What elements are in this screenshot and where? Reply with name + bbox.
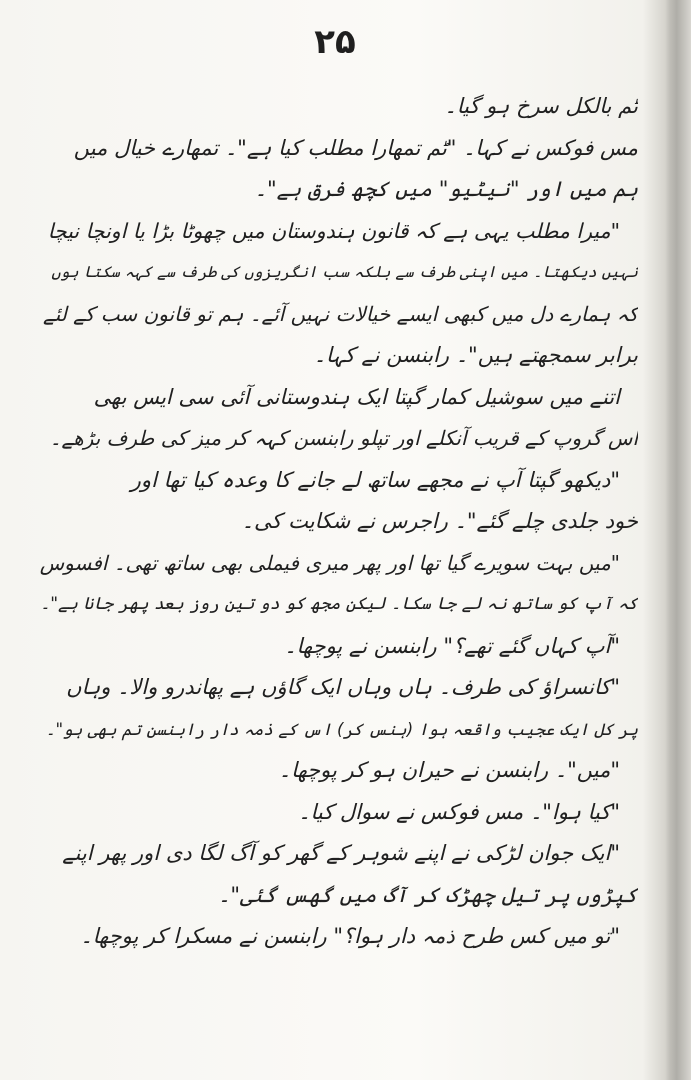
text-line: "تو میں کس طرح ذمہ دار ہوا؟" رابنسن نے مسکرا کر پوچھا۔ [80, 924, 620, 948]
text-line: اس گروپ کے قریب آنکلے اور تپلو رابنسن کہہ کر میز کی طرف بڑھے۔ [49, 426, 638, 450]
text-line: "میرا مطلب یہی ہے کہ قانون ہندوستان میں چھوٹا بڑا یا اونچا نیچا [47, 218, 620, 243]
text-line: اتنے میں سوشیل کمار گپتا ایک ہندوستانی آئی سی ایس بھی [93, 384, 620, 409]
text-line: خود جلدی چلے گئے"۔ راجرس نے شکایت کی۔ [241, 509, 638, 533]
text-line: مس فوکس نے کہا۔ "ٹم تمھارا مطلب کیا ہے"۔ تمھارے خیال میں [73, 135, 638, 160]
text-line: کہ ہمارے دل میں کبھی ایسے خیالات نہیں آئے۔ ہم تو قانون سب کے لئے [42, 301, 638, 326]
text-line: "کیا ہوا"۔ مس فوکس نے سوال کیا۔ [298, 799, 620, 824]
text-line: ٹم بالکل سرخ ہو گیا۔ [444, 94, 638, 118]
text-line: پر کل ایک عجیب واقعہ ہوا (ہنس کر) اس کے ذمہ دار رابنسن تم بھی ہو"۔ [45, 719, 638, 739]
text-line: "میں"۔ رابنسن نے حیران ہو کر پوچھا۔ [278, 758, 620, 782]
text-line: نہیں دیکھتا۔ میں اپنی طرف سے بلکہ سب انگریزوں کی طرف سے کہہ سکتا ہوں [51, 263, 638, 281]
book-spine-shadow [665, 0, 691, 1080]
text-line: "میں بہت سویرے گیا تھا اور پھر میری فیملی بھی ساتھ تھی۔ افسوس [39, 550, 620, 575]
text-line: "ایک جوان لڑکی نے اپنے شوہر کے گھر کو آگ لگا دی اور پھر اپنے [62, 841, 620, 865]
page-number: ۲۵ [314, 22, 356, 62]
text-line: "آپ کہاں گئے تھے؟" رابنسن نے پوچھا۔ [284, 633, 620, 658]
text-line: "کانسراؤ کی طرف۔ ہاں وہاں ایک گاؤں ہے پھاندرو والا۔ وہاں [66, 675, 620, 699]
text-line: ہم میں اور "نیٹیو" میں کچھ فرق ہے"۔ [254, 177, 638, 201]
text-line: کہ آپ کو ساتھ نہ لے جا سکا۔ لیکن مجھ کو دو تین روز بعد پھر جانا ہے"۔ [40, 594, 638, 614]
page-body-text [38, 86, 638, 958]
text-line: برابر سمجھتے ہیں"۔ رابنسن نے کہا۔ [313, 343, 638, 367]
text-line: "دیکھو گپتا آپ نے مجھے ساتھ لے جانے کا وعدہ کیا تھا اور [130, 467, 620, 492]
text-line: کپڑوں پر تیل چھڑک کر آگ میں گھس گئی"۔ [218, 882, 638, 907]
